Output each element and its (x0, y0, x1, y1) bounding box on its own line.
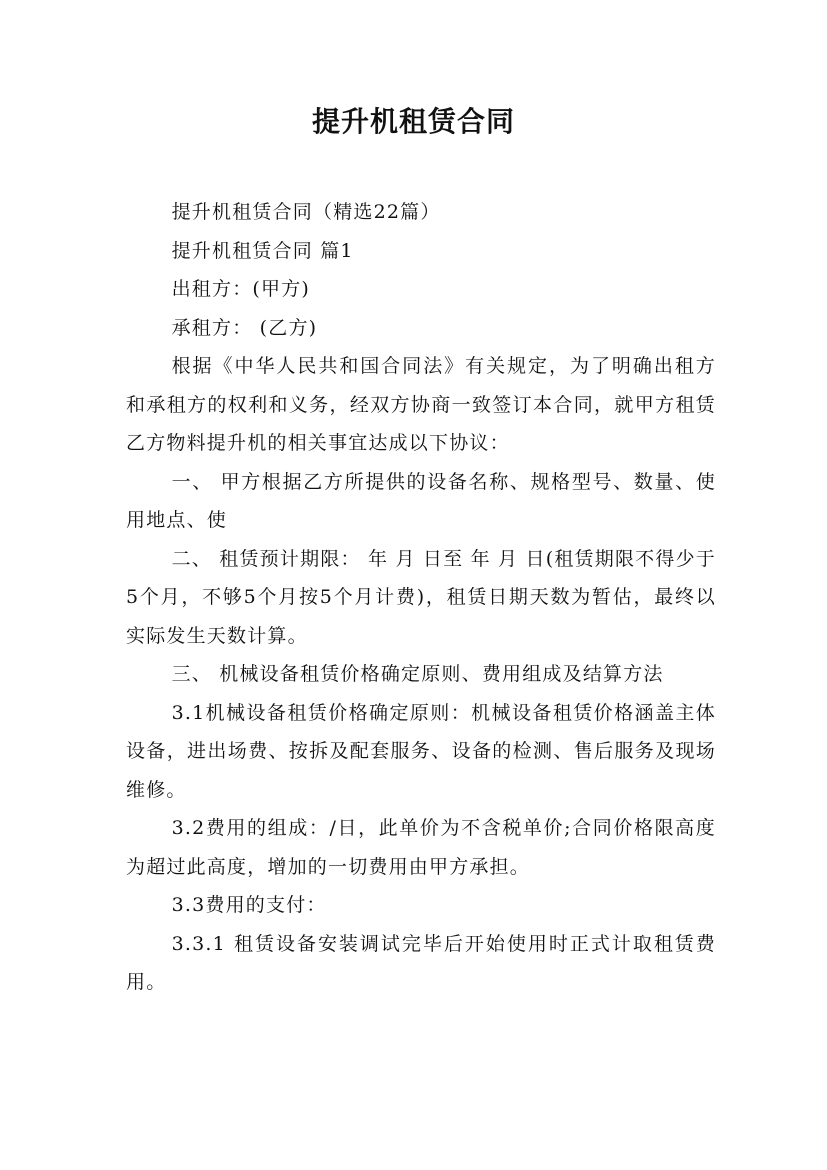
paragraph-clause-1: 一、 甲方根据乙方所提供的设备名称、规格型号、数量、使用地点、使 (126, 470, 716, 531)
paragraph-clause-2: 二、 租赁预计期限： 年 月 日至 年 月 日(租赁期限不得少于5个月，不够5个月按5个月计费)，租赁日期天数为暂估，最终以实际发生天数计算。 (126, 547, 716, 647)
paragraph-heading-collection: 提升机租赁合同（精选22篇） (171, 201, 441, 223)
paragraph-clause-3-3: 3.3费用的支付： (171, 894, 327, 916)
paragraph-clause-3: 三、 机械设备租赁价格确定原则、费用组成及结算方法 (171, 663, 664, 685)
paragraph-heading-part-1: 提升机租赁合同 篇1 (171, 239, 354, 262)
document-title: 提升机租赁合同 (311, 105, 515, 138)
paragraph-clause-3-3-1: 3.3.1 租赁设备安装调试完毕后开始使用时正式计取租赁费用。 (126, 932, 716, 993)
paragraph-clause-3-2: 3.2费用的组成：/日，此单价为不含税单价;合同价格限高度为超过此高度，增加的一切费用由甲方承担。 (126, 817, 716, 878)
paragraph-lessor: 出租方：(甲方) (171, 278, 311, 300)
paragraph-clause-3-1: 3.1机械设备租赁价格确定原则：机械设备租赁价格涵盖主体设备，进出场费、按拆及配套服务、设备的检测、售后服务及现场维修。 (126, 701, 716, 801)
paragraph-preamble: 根据《中华人民共和国合同法》有关规定，为了明确出租方和承租方的权利和义务，经双方协商一致签订本合同，就甲方租赁乙方物料提升机的相关事宜达成以下协议： (126, 355, 716, 454)
document-body (126, 193, 716, 1002)
paragraph-lessee: 承租方： (乙方) (171, 316, 318, 339)
